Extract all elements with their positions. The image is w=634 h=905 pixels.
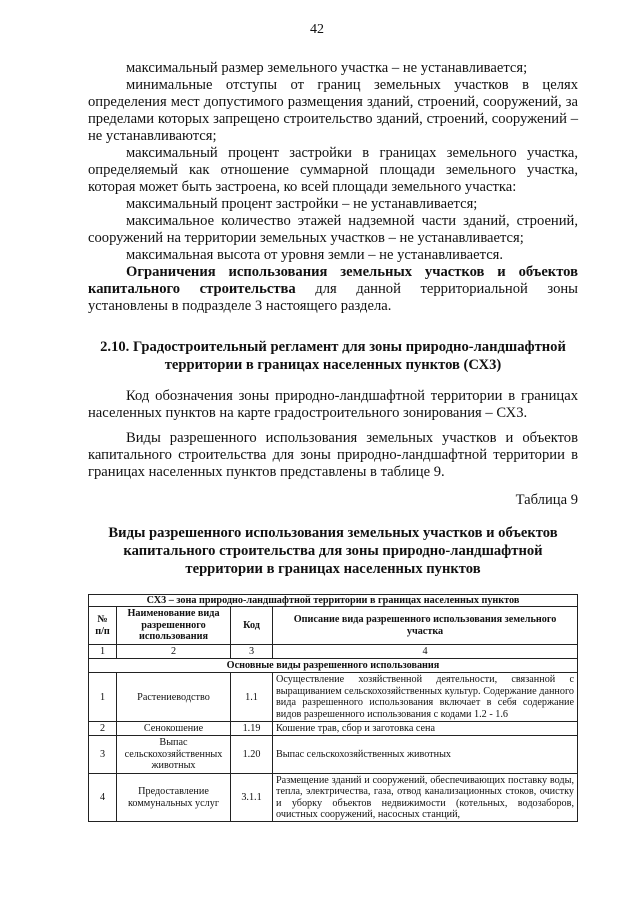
zone-parameters xyxy=(88,60,578,315)
column-number-row xyxy=(89,644,578,658)
table-row xyxy=(89,773,578,822)
row-number: 2 xyxy=(89,722,117,736)
zone-header-row xyxy=(89,595,578,607)
col-number: 3 xyxy=(231,644,273,658)
section-heading: 2.10. Градостроительный регламент для зоны природно-ландшафтной территории в границах населенных пунктов (СХ3) xyxy=(100,339,566,373)
row-code: 3.1.1 xyxy=(231,773,273,822)
row-description: Осуществление хозяйственной деятельности, связанной с выращиванием сельскохозяйственных культур. Содержание данного вида разрешенного использования включает в себя содержание видов разрешенного использования с кодами 1.2 - 1.6 xyxy=(273,673,578,722)
table-row xyxy=(89,736,578,773)
row-description: Размещение зданий и сооружений, обеспечивающих поставку воды, тепла, электричества, газа, отвод канализационных стоков, очистку и уборку объектов недвижимости (котельных, водозаборов, очистных сооружений, насосных станций, xyxy=(273,773,578,822)
row-use-name: Растениеводство xyxy=(117,673,231,722)
param-max-height: максимальная высота от уровня земли – не устанавливается. xyxy=(126,247,504,263)
row-use-name: Предоставление коммунальных услуг xyxy=(117,773,231,822)
permitted-uses-table xyxy=(88,594,578,822)
restrictions-bold: Ограничения использования земельных участков и объектов капитального строительства xyxy=(88,264,578,297)
row-code: 1.20 xyxy=(231,736,273,773)
restrictions-paragraph xyxy=(88,264,578,315)
restrictions-rest: для данной территориальной зоны установлены в подразделе 3 настоящего раздела. xyxy=(88,281,578,314)
row-code: 1.19 xyxy=(231,722,273,736)
col-header-number: № п/п xyxy=(89,607,117,644)
page-number: 42 xyxy=(310,22,324,37)
param-max-coverage-def: максимальный процент застройки в границах земельного участка, определяемый как отношение суммарной площади земельного участка, которая может быть застроена, ко всей площади земельного участка: xyxy=(88,145,578,195)
row-number: 4 xyxy=(89,773,117,822)
row-number: 1 xyxy=(89,673,117,722)
param-max-size: максимальный размер земельного участка – не устанавливается; xyxy=(126,60,528,76)
col-number: 4 xyxy=(273,644,578,658)
row-description: Выпас сельскохозяйственных животных xyxy=(273,736,578,773)
col-header-description: Описание вида разрешенного использования земельного участка xyxy=(273,607,578,644)
table-label: Таблица 9 xyxy=(515,492,578,508)
group-header-row xyxy=(89,659,578,673)
row-description: Кошение трав, сбор и заготовка сена xyxy=(273,722,578,736)
col-header-name: Наименование вида разрешенного использования xyxy=(117,607,231,644)
col-number: 2 xyxy=(117,644,231,658)
param-max-coverage: максимальный процент застройки – не устанавливается; xyxy=(126,196,478,212)
row-use-name: Сенокошение xyxy=(117,722,231,736)
col-number: 1 xyxy=(89,644,117,658)
table-row xyxy=(89,722,578,736)
section-body xyxy=(88,388,578,481)
col-header-code: Код xyxy=(231,607,273,644)
table-row xyxy=(89,673,578,722)
zone-header: СХ3 – зона природно-ландшафтной территории в границах населенных пунктов xyxy=(89,595,578,607)
permitted-uses-paragraph: Виды разрешенного использования земельных участков и объектов капитального строительства для зоны природно-ландшафтной территории в границах населенных пунктов представлены в таблице 9. xyxy=(88,430,578,480)
group-header: Основные виды разрешенного использования xyxy=(89,659,578,673)
row-use-name: Выпас сельскохозяйственных животных xyxy=(117,736,231,773)
table-title: Виды разрешенного использования земельных участков и объектов капитального строительства для зоны природно-ландшафтной территории в границах населенных пунктов xyxy=(108,525,558,577)
row-code: 1.1 xyxy=(231,673,273,722)
row-number: 3 xyxy=(89,736,117,773)
zone-code-paragraph: Код обозначения зоны природно-ландшафтной территории в границах населенных пунктов на карте градостроительного зонирования – СХ3. xyxy=(88,388,578,421)
param-max-floors: максимальное количество этажей надземной части зданий, строений, сооружений на территории земельных участков – не устанавливается; xyxy=(88,213,578,246)
column-header-row xyxy=(89,607,578,644)
param-min-setbacks: минимальные отступы от границ земельных участков в целях определения мест допустимого размещения зданий, строений, сооружений, за пределами которых запрещено строительство зданий, строений, сооружений – не устанавливаются; xyxy=(88,77,578,144)
